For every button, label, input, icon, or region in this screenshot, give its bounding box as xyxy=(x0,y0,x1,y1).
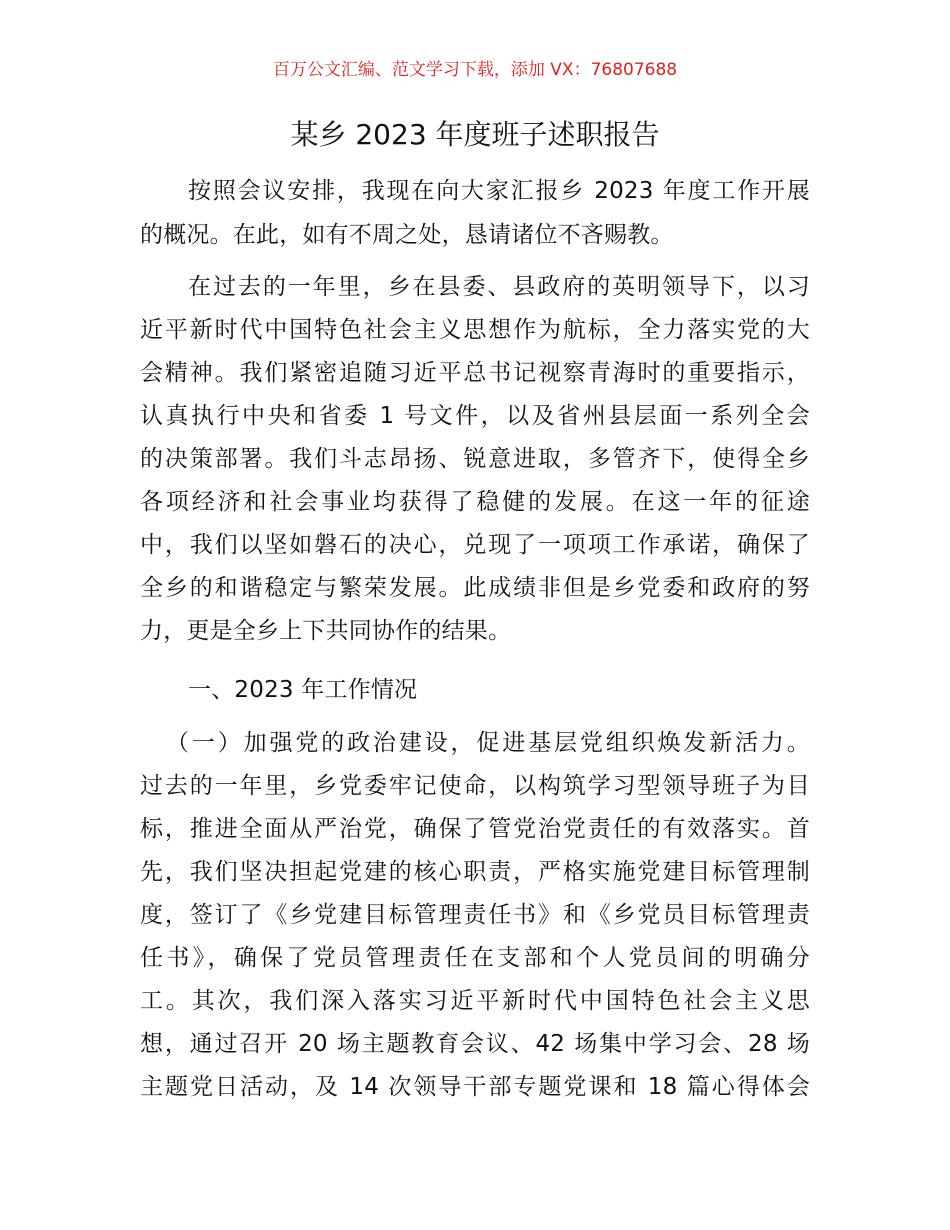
text-line: 按照会议安排，我现在向大家汇报乡 2023 年度工作开展 xyxy=(188,178,810,204)
text-line: 过去的一年里，乡党委牢记使命，以构筑学习型领导班子为目 xyxy=(140,773,810,799)
text-line: 会精神。我们紧密追随习近平总书记视察青海时的重要指示， xyxy=(140,360,810,386)
text-line: 先，我们坚决担起党建的核心职责，严格实施党建目标管理制 xyxy=(140,859,810,885)
text-line: 任书》，确保了党员管理责任在支部和个人党员间的明确分 xyxy=(140,945,810,971)
text-line: 的决策部署。我们斗志昂扬、锐意进取，多管齐下，使得全乡 xyxy=(140,446,810,472)
text-line: 标，推进全面从严治党，确保了管党治党责任的有效落实。首 xyxy=(140,816,810,842)
text-line: 想，通过召开 20 场主题教育会议、42 场集中学习会、28 场 xyxy=(140,1031,810,1057)
text-line: 近平新时代中国特色社会主义思想作为航标，全力落实党的大 xyxy=(140,317,810,343)
text-line: 的概况。在此，如有不周之处，恳请诸位不吝赐教。 xyxy=(140,222,674,248)
watermark-header: 百万公文汇编、范文学习下载，添加 VX：76807688 xyxy=(272,60,678,80)
text-line: 力，更是全乡上下共同协作的结果。 xyxy=(140,618,512,644)
text-line: 在过去的一年里，乡在县委、县政府的英明领导下，以习 xyxy=(188,274,810,300)
text-line: 认真执行中央和省委 1 号文件，以及省州县层面一系列全会 xyxy=(140,403,810,429)
text-line: 全乡的和谐稳定与繁荣发展。此成绩非但是乡党委和政府的努 xyxy=(140,575,810,601)
text-line: 中，我们以坚如磐石的决心，兑现了一项项工作承诺，确保了 xyxy=(140,532,810,558)
document-title: 某乡 2023 年度班子述职报告 xyxy=(290,118,660,151)
text-line: 工。其次，我们深入落实习近平新时代中国特色社会主义思 xyxy=(140,988,810,1014)
text-line: 主题党日活动，及 14 次领导干部专题党课和 18 篇心得体会 xyxy=(140,1074,810,1100)
text-line: （一）加强党的政治建设，促进基层党组织焕发新活力。 xyxy=(166,730,810,756)
text-line: 各项经济和社会事业均获得了稳健的发展。在这一年的征途 xyxy=(140,489,810,515)
text-line: 度，签订了《乡党建目标管理责任书》和《乡党员目标管理责 xyxy=(140,902,810,928)
section-heading: 一、2023 年工作情况 xyxy=(188,677,418,703)
